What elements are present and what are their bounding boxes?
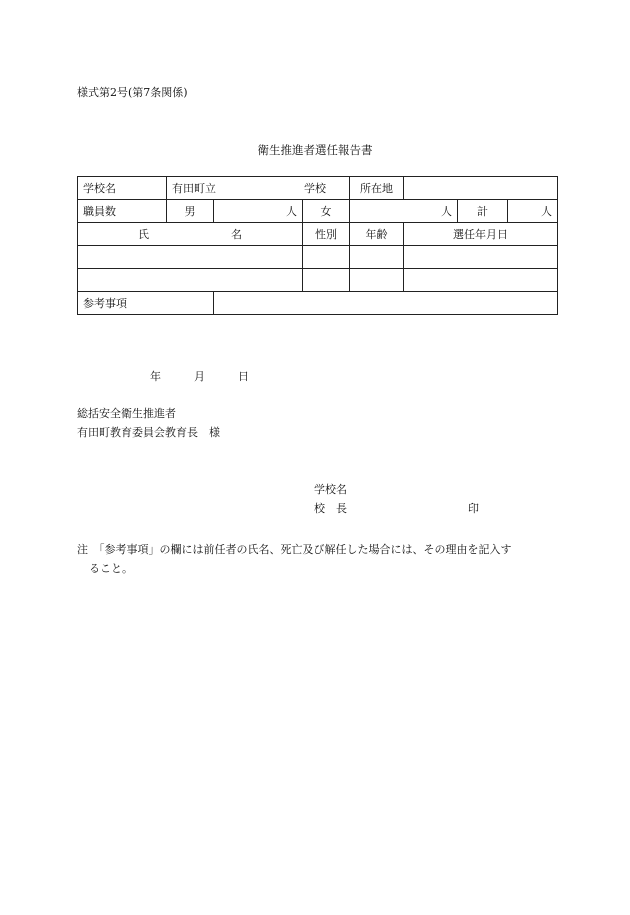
- school-name-label: 学校名: [78, 177, 167, 200]
- table-row: [78, 269, 558, 292]
- gender-header: 性別: [303, 223, 350, 246]
- name-cell[interactable]: [78, 246, 303, 269]
- appointment-date-header: 選任年月日: [404, 223, 558, 246]
- female-count-cell[interactable]: 人: [350, 200, 458, 223]
- table-row: [78, 223, 558, 246]
- staff-count-label: 職員数: [78, 200, 167, 223]
- appointment-date-cell[interactable]: [404, 246, 558, 269]
- age-cell[interactable]: [350, 269, 404, 292]
- total-label: 計: [458, 200, 508, 223]
- name-cell[interactable]: [78, 269, 303, 292]
- form-number: 様式第2号(第7条関係): [77, 86, 188, 99]
- report-table: [77, 176, 558, 315]
- addressee-title: 総括安全衛生推進者: [77, 407, 176, 420]
- location-label: 所在地: [350, 177, 404, 200]
- signature-principal-label: 校 長: [314, 502, 347, 515]
- school-name-cell[interactable]: [167, 177, 350, 200]
- school-name-prefix: 有田町立: [172, 182, 216, 195]
- footnote-line-1: 注 「参考事項」の欄には前任者の氏名、死亡及び解任した場合には、その理由を記入す: [77, 543, 512, 556]
- footnote-line-2: ること。: [89, 562, 133, 575]
- total-count-cell[interactable]: 人: [508, 200, 558, 223]
- appointment-date-cell[interactable]: [404, 269, 558, 292]
- footnote: [77, 540, 557, 578]
- name-label-2: 名: [231, 228, 242, 241]
- age-header: 年齢: [350, 223, 404, 246]
- document-title: 衛生推進者選任報告書: [257, 143, 373, 157]
- age-cell[interactable]: [350, 246, 404, 269]
- name-header: [78, 223, 303, 246]
- table-row: [78, 177, 558, 200]
- table-row: [78, 246, 558, 269]
- male-label: 男: [167, 200, 214, 223]
- table-row: [78, 200, 558, 223]
- school-name-suffix: 学校: [304, 182, 326, 195]
- name-label-1: 氏: [138, 228, 149, 241]
- signature-school-label: 学校名: [314, 483, 347, 496]
- addressee-name: 有田町教育委員会教育長 様: [77, 426, 220, 439]
- gender-cell[interactable]: [303, 246, 350, 269]
- date-line: [150, 368, 249, 384]
- notes-label: 参考事項: [78, 292, 214, 315]
- table-row: [78, 292, 558, 315]
- male-count-cell[interactable]: 人: [214, 200, 303, 223]
- notes-cell[interactable]: [214, 292, 558, 315]
- gender-cell[interactable]: [303, 269, 350, 292]
- date-month: 月: [194, 370, 205, 383]
- seal-mark: 印: [468, 502, 479, 515]
- date-day: 日: [238, 370, 249, 383]
- female-label: 女: [303, 200, 350, 223]
- location-cell[interactable]: [404, 177, 558, 200]
- date-year: 年: [150, 370, 161, 383]
